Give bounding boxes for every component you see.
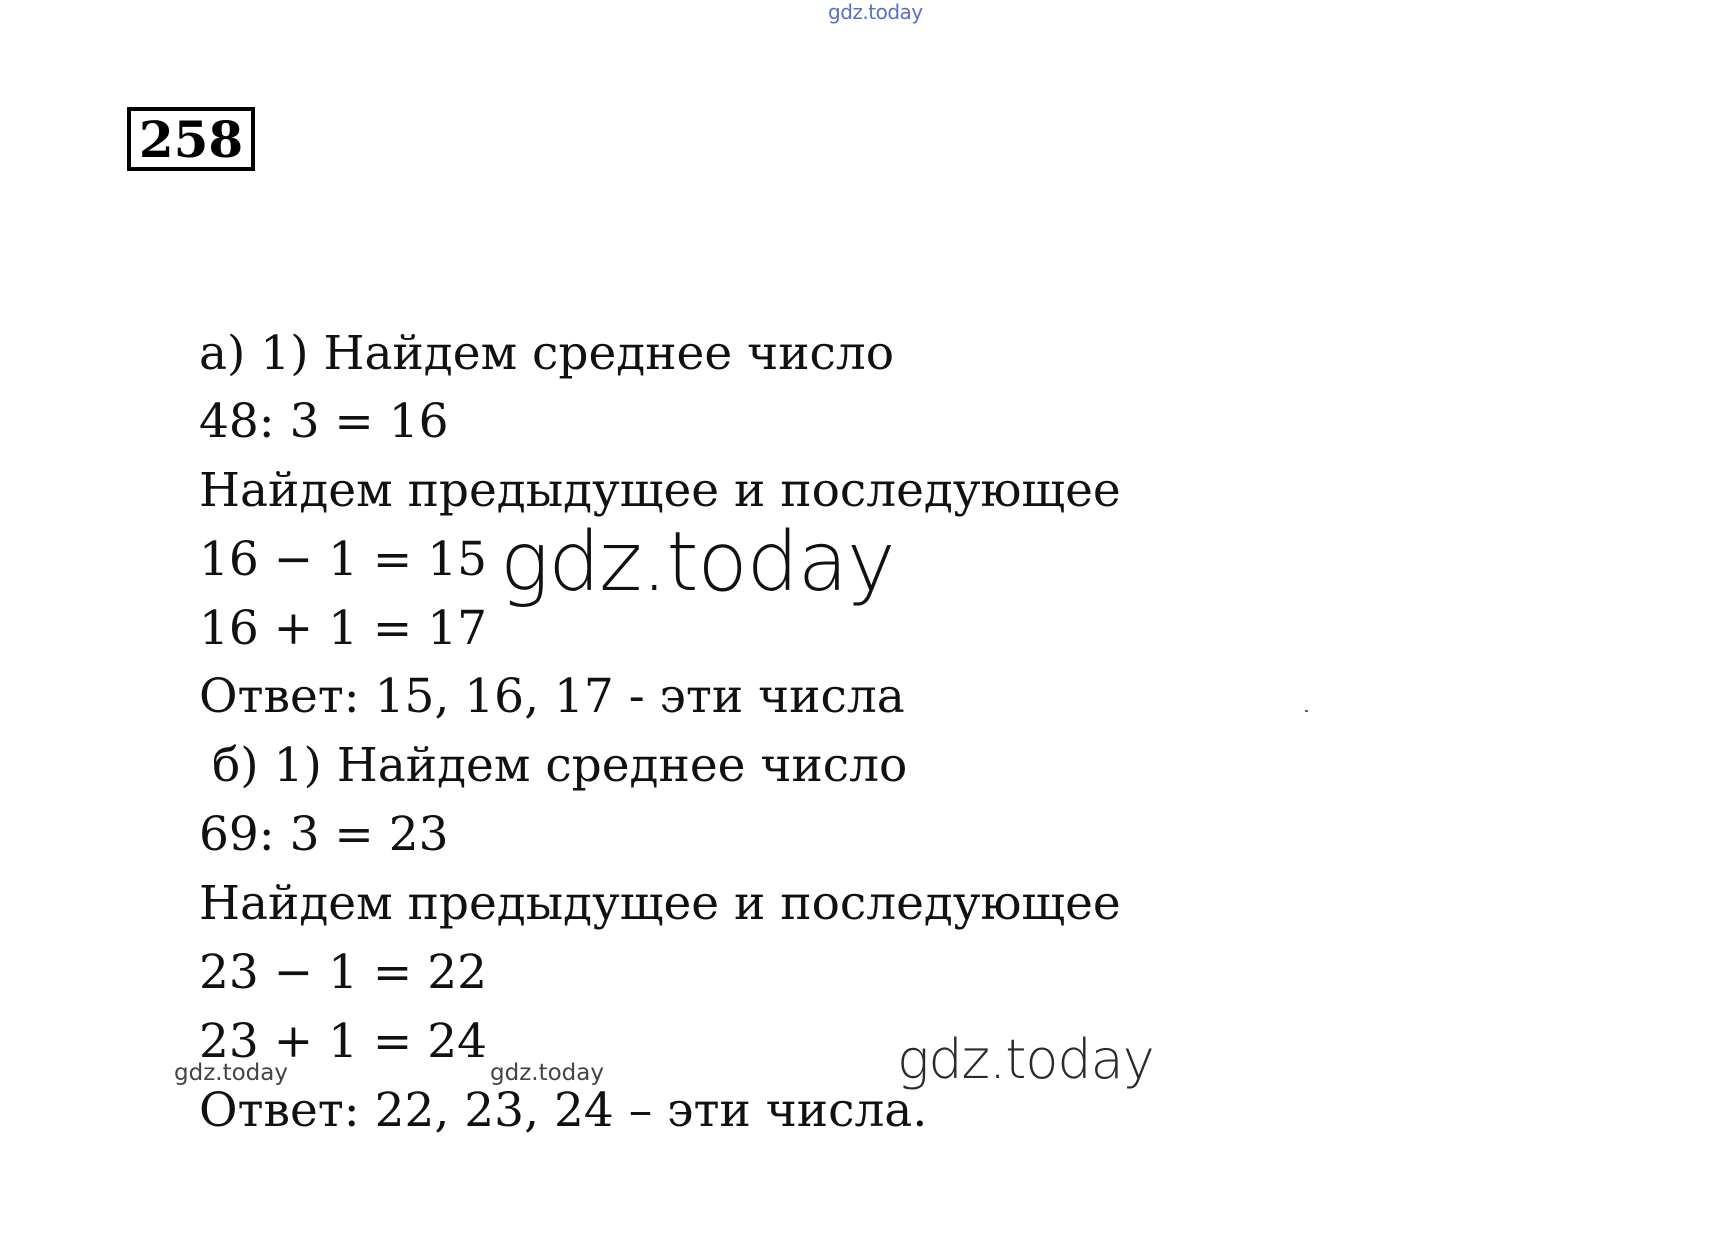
part-b-plus: 23 + 1 = 24 <box>199 1014 488 1069</box>
problem-number: 258 <box>127 107 255 171</box>
part-a-minus: 16 − 1 = 15 <box>199 532 488 587</box>
part-a-heading: а) 1) Найдем среднее число <box>199 326 894 381</box>
part-a-find-text: Найдем предыдущее и последующее <box>199 463 1121 518</box>
part-a-plus: 16 + 1 = 17 <box>199 601 488 656</box>
part-a-division: 48: 3 = 16 <box>199 394 449 449</box>
watermark-small-right: gdz.today <box>490 1060 604 1086</box>
part-b-division: 69: 3 = 23 <box>199 807 449 862</box>
part-b-minus: 23 − 1 = 22 <box>199 945 488 1000</box>
part-a-answer: Ответ: 15, 16, 17 - эти числа <box>199 669 905 724</box>
watermark-top: gdz.today <box>828 0 923 24</box>
watermark-small-left: gdz.today <box>174 1060 288 1086</box>
part-b-find-text: Найдем предыдущее и последующее <box>199 876 1121 931</box>
part-b-heading: б) 1) Найдем среднее число <box>212 738 908 793</box>
speck-mark <box>1305 710 1308 712</box>
part-b-answer: Ответ: 22, 23, 24 – эти числа. <box>199 1083 928 1138</box>
watermark-second: gdz.today <box>897 1028 1154 1091</box>
watermark-main: gdz.today <box>500 515 895 610</box>
